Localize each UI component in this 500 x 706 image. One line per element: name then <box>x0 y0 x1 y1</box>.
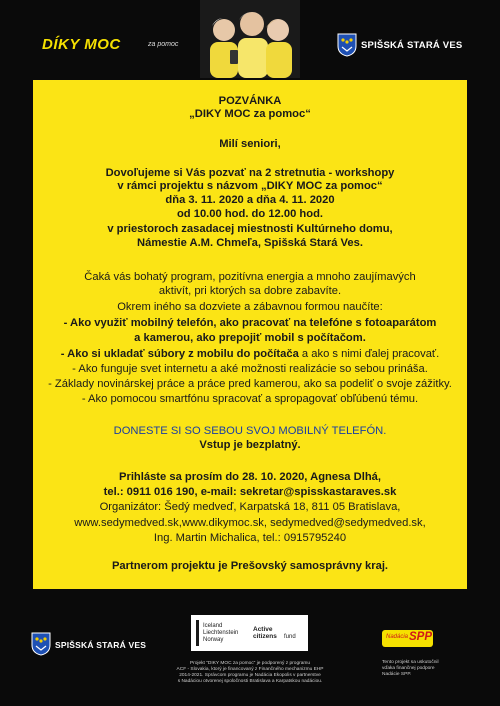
topic-line <box>33 393 467 406</box>
free-entry: Vstup je bezplatný. <box>199 439 301 451</box>
topic-bold: - Ako si ukladať súbory z mobilu do počítača <box>60 348 299 360</box>
fund-country: Iceland <box>203 623 223 629</box>
intro-line: v rámci projektu s názvom „DIKY MOC za pomoc“ <box>117 180 383 192</box>
diky-moc-logo-subtitle: za pomoc <box>148 41 179 48</box>
topic-line <box>33 363 467 376</box>
topic-bold: a kamerou, ako prepojiť mobil s počítačom. <box>134 332 366 344</box>
header <box>0 0 500 84</box>
bring-phone-notice: DONESTE SI SO SEBOU SVOJ MOBILNÝ TELEFÓN. <box>113 425 387 437</box>
organizer-line: www.sedymedved.sk,www.dikymoc.sk, sedymedved@sedymedved.sk, <box>74 517 426 529</box>
active-citizens-fund-logo <box>191 615 308 651</box>
intro-line: dňa 3. 11. 2020 a dňa 4. 11. 2020 <box>165 194 335 206</box>
invitation-panel <box>33 80 467 589</box>
topic-rest: - Základy novinárskej práce a práce pred kamerou, ako sa podeliť o svoje zážitky. <box>48 378 452 390</box>
spisska-stara-ves-coat-of-arms <box>31 632 51 656</box>
invitation-subtitle: „DIKY MOC za pomoc“ <box>189 108 311 120</box>
signup-line: Prihláste sa prosím do 28. 10. 2020, Agnesa Dlhá, <box>119 471 381 483</box>
fund-name: Active <box>253 626 273 633</box>
spp-text-line: Tento projekt sa uskutočnil <box>382 660 439 665</box>
fund-country: Liechtenstein <box>203 630 239 636</box>
town-name: SPIŠSKÁ STARÁ VES <box>361 40 463 51</box>
intro-line: od 10.00 hod. do 12.00 hod. <box>176 208 324 220</box>
nadacia-spp-logo <box>382 630 433 647</box>
fund-word: fund <box>284 634 296 640</box>
fund-text-line: 2014-2021. Správcom programu je Nadácia Ekopolis v partnerstve <box>179 673 321 678</box>
organizer-line: Ing. Martin Michalica, tel.: 0915795240 <box>153 532 347 544</box>
topic-bold: - Ako využiť mobilný telefón, ako pracovať na telefóne s fotoaparátom <box>63 317 437 329</box>
intro-line: v priestoroch zasadacej miestnosti Kultúrneho domu, <box>107 223 393 235</box>
fund-text-line: ACF - Slovakia, ktorý je financovaný z Finančného mechanizmu EHP <box>176 667 324 672</box>
fund-name: citizens <box>253 633 277 640</box>
program-line: Okrem iného sa dozviete a zábavnou formou naučíte: <box>117 301 383 313</box>
topic-line <box>33 378 467 391</box>
diky-moc-logo: DÍKY MOC <box>42 36 121 53</box>
contact-line: tel.: 0911 016 190, e-mail: sekretar@spisskastaraves.sk <box>103 486 397 498</box>
organizer-line: Organizátor: Šedý medveď, Karpatská 18, 811 05 Bratislava, <box>99 501 401 513</box>
intro-line: Námestie A.M. Chmeľa, Spišská Stará Ves. <box>137 237 363 249</box>
topic-line <box>33 348 467 361</box>
fund-text-line: Projekt "DIKY MOC za pomoc" je podporený z programu <box>189 661 311 666</box>
topic-rest: - Ako pomocou smartfónu spracovať a spropagovať obľúbenú tému. <box>81 393 419 405</box>
fund-mark-icon <box>196 620 199 646</box>
fund-country: Norway <box>203 637 224 643</box>
program-line: aktivít, pri ktorých sa dobre zabavíte. <box>158 285 342 297</box>
program-line: Čaká vás bohatý program, pozitívna energia a mnoho zaujímavých <box>84 271 416 283</box>
seniors-photo <box>200 0 300 78</box>
topic-rest: a ako s nimi ďalej pracovať. <box>298 348 440 360</box>
spp-logo-text: SPP <box>409 631 433 643</box>
invitation-title: POZVÁNKA <box>218 95 282 107</box>
spisska-stara-ves-coat-of-arms <box>337 33 357 57</box>
town-name-footer: SPIŠSKÁ STARÁ VES <box>55 640 147 650</box>
spp-text-line: vďaka finančnej podpore <box>382 666 435 671</box>
topic-line <box>33 332 467 345</box>
fund-text-line: s Nadáciou otvorenej spoločnosti Bratislava a Karpatskou nadáciou. <box>177 679 323 684</box>
spp-prefix: Nadácia <box>386 634 409 640</box>
intro-line: Dovoľujeme si Vás pozvať na 2 stretnutia - workshopy <box>105 167 395 179</box>
footer <box>0 595 500 706</box>
spp-text-line: Nadácie SPP. <box>382 672 412 677</box>
partner-line: Partnerom projektu je Prešovský samosprávny kraj. <box>111 560 389 572</box>
topic-rest: - Ako funguje svet internetu a aké možnosti realizácie so sebou prináša. <box>72 363 428 375</box>
topic-line <box>33 317 467 330</box>
greeting: Milí seniori, <box>219 138 281 150</box>
